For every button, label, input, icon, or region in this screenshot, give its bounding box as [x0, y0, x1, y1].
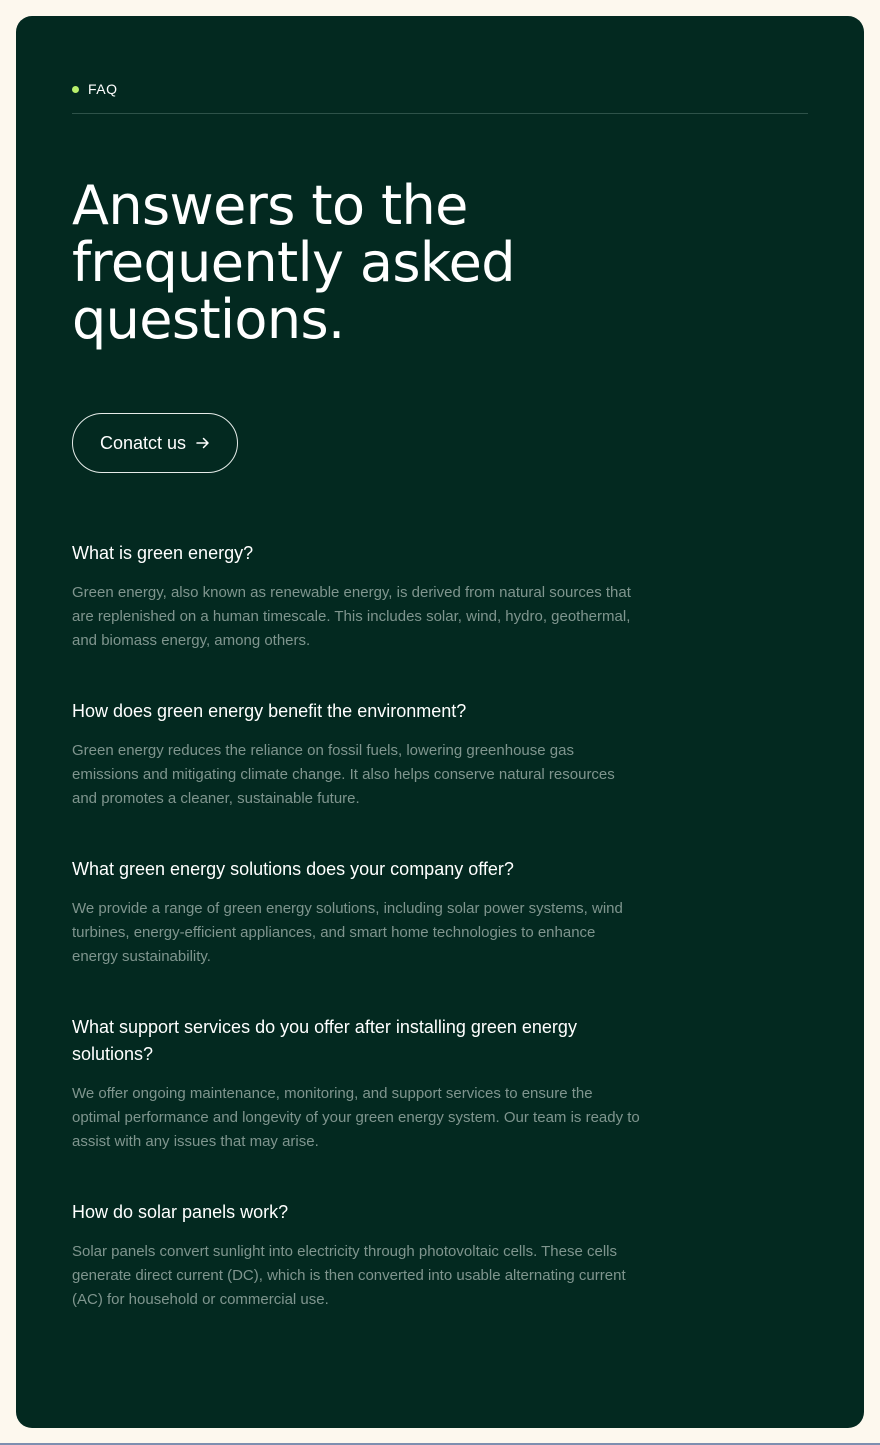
faq-question: What support services do you offer after installing green energy solutions? — [72, 1017, 577, 1064]
faq-item — [72, 698, 642, 811]
faq-item — [72, 540, 642, 653]
faq-question: How does green energy benefit the environment? — [72, 701, 467, 721]
contact-us-label: Conatct us — [99, 432, 187, 453]
faq-answer: We offer ongoing maintenance, monitoring, and support services to ensure the optimal performance and longevity of your green energy system. Our team is ready to assist with any issues that may arise. — [72, 1085, 640, 1150]
faq-item — [72, 1014, 642, 1154]
faq-list — [72, 540, 642, 1357]
faq-item — [72, 856, 642, 969]
faq-answer: We provide a range of green energy solutions, including solar power systems, wind turbines, energy-efficient appliances, and smart home technologies to enhance energy sustainability. — [72, 900, 623, 965]
page-title: Answers to the frequently asked questions. — [72, 174, 515, 351]
contact-us-button[interactable] — [72, 413, 238, 473]
faq-question: What is green energy? — [72, 543, 254, 563]
faq-item — [72, 1199, 642, 1312]
section-divider — [72, 113, 808, 114]
faq-question: How do solar panels work? — [72, 1202, 289, 1222]
faq-question: What green energy solutions does your company offer? — [72, 859, 514, 879]
faq-answer: Solar panels convert sunlight into electricity through photovoltaic cells. These cells generate direct current (DC), which is then converted into usable alternating current (AC) for household or commercial use. — [72, 1243, 626, 1308]
eyebrow-label: FAQ — [88, 81, 118, 97]
faq-answer: Green energy reduces the reliance on fossil fuels, lowering greenhouse gas emissions and mitigating climate change. It also helps conserve natural resources and promotes a cleaner, sustainable future. — [72, 742, 615, 807]
eyebrow-dot-icon — [72, 86, 79, 93]
faq-answer: Green energy, also known as renewable energy, is derived from natural sources that are replenished on a human timescale. This includes solar, wind, hydro, geothermal, and biomass energy, among others. — [72, 584, 631, 649]
arrow-right-icon — [196, 436, 210, 450]
faq-section-card — [16, 16, 864, 1428]
section-eyebrow — [72, 80, 118, 98]
